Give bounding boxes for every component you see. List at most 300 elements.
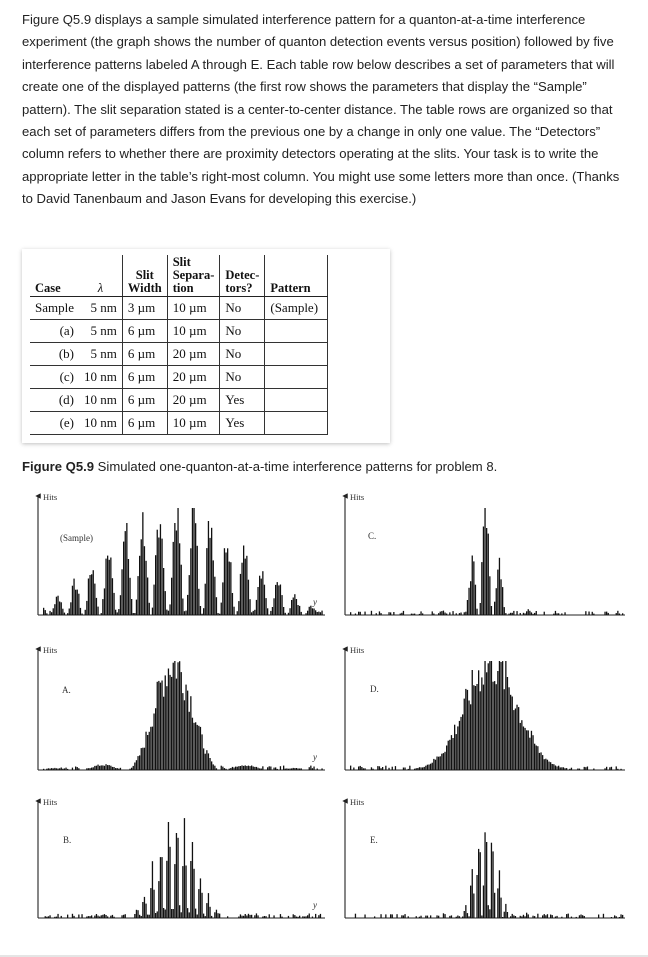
histogram-bar: [225, 769, 226, 770]
histogram-bar: [302, 916, 303, 918]
histogram-bar: [355, 914, 356, 918]
histogram-bar: [78, 594, 79, 615]
histogram-bar: [524, 916, 525, 918]
histogram-bar: [97, 607, 98, 615]
histogram-bar: [283, 607, 284, 615]
histogram-bar: [470, 886, 471, 918]
histogram-bar: [126, 523, 127, 615]
histogram-bar: [141, 916, 142, 918]
histogram-bar: [417, 768, 418, 770]
y-axis-label: Hits: [350, 492, 365, 502]
histogram-bar: [556, 613, 557, 615]
histogram-bar: [494, 681, 495, 770]
x-axis-label: y: [313, 752, 317, 762]
cell-lambda: 10 nm: [79, 412, 122, 435]
histogram-bar: [163, 697, 164, 770]
histogram-bar: [301, 768, 302, 770]
histogram-bar: [526, 730, 527, 770]
histogram-bar: [237, 611, 238, 615]
histogram-bar: [414, 614, 415, 615]
histogram-bar: [157, 682, 158, 770]
histogram-bar: [267, 767, 268, 770]
histogram-bar: [200, 727, 201, 770]
histogram-bar: [476, 684, 477, 770]
histogram-bar: [317, 769, 318, 771]
histogram-bar: [109, 765, 110, 770]
histogram-bar: [452, 738, 453, 770]
cell-separation: 10 µm: [167, 412, 220, 435]
histogram-bar: [96, 598, 97, 615]
histogram-bar: [603, 914, 604, 918]
histogram-bar: [160, 857, 161, 918]
histogram-bar: [118, 609, 119, 615]
histogram-bar: [254, 610, 255, 615]
histogram-bar: [62, 609, 63, 615]
histogram-bar: [582, 915, 583, 918]
problem-intro-text: Figure Q5.9 displays a sample simulated interference pattern for a quanton-at-a-time interference experiment (the graph shows the number of quanton detection events versus position) followed by five interference patterns labeled A through E. Each table row below describes a set of parameters that will create one of the displayed patterns (the first row shows the parameters that display the “Sample” pattern). The slit separation stated is a center-to-center distance. The table rows are organized so that each set of parameters differs from the previous one by a change in only one value. The “Detectors” column refers to whether there are proximity detectors operating at the slits. Your task is to write the appropriate letter in the table’s right-most column. You might use some letters more than once. (Thanks to David Tanenbaum and Jason Evans for developing this exercise.): [22, 12, 620, 207]
histogram-bar: [112, 767, 113, 770]
histogram-bar: [245, 559, 246, 615]
histogram-bar: [259, 768, 260, 770]
histogram-bar: [320, 612, 321, 615]
panel-label: B.: [63, 835, 72, 845]
histogram-bar: [136, 910, 137, 918]
histogram-bar: [70, 602, 71, 615]
histogram-bar: [81, 614, 82, 616]
histogram-bar: [45, 610, 46, 615]
histogram-bar: [173, 909, 174, 918]
histogram-bar: [205, 584, 206, 615]
histogram-bar: [472, 556, 473, 616]
histogram-bar: [237, 767, 238, 770]
histogram-bar: [478, 849, 479, 918]
cell-detectors: No: [220, 343, 265, 366]
histogram-bar: [537, 746, 538, 770]
histogram-bar: [117, 768, 118, 770]
histogram-bar: [73, 916, 74, 918]
histogram-bar: [285, 769, 286, 770]
histogram-bar: [273, 598, 274, 615]
histogram-bar: [436, 915, 437, 918]
histogram-bar: [499, 558, 500, 615]
histogram-bar: [88, 768, 89, 770]
histogram-bar: [321, 768, 322, 770]
histogram-bar: [129, 578, 130, 615]
histogram-bar: [358, 612, 359, 615]
histogram-bar: [181, 672, 182, 770]
histogram-bar: [420, 767, 421, 770]
histogram-bar: [107, 765, 108, 770]
histogram-bar: [617, 769, 618, 770]
histogram-bar: [160, 683, 161, 770]
histogram-bar: [363, 768, 364, 770]
histogram-bar: [227, 548, 228, 615]
histogram-bar: [315, 914, 316, 918]
histogram-bar: [158, 881, 159, 918]
histogram-bar: [604, 768, 605, 770]
histogram-bar: [72, 914, 73, 918]
histogram-bar: [264, 916, 265, 918]
histogram-bar: [296, 768, 297, 770]
histogram-bar: [464, 911, 465, 918]
histogram-bar: [515, 709, 516, 771]
histogram-bar: [486, 672, 487, 770]
histogram-bar: [497, 671, 498, 770]
histogram-bar: [598, 915, 599, 919]
histogram-bar: [240, 766, 241, 770]
histogram-bar: [419, 767, 420, 770]
histogram-bar: [205, 916, 206, 918]
histogram-bar: [85, 610, 86, 615]
histogram-bar: [497, 570, 498, 615]
histogram-bar: [296, 917, 297, 918]
histogram-bar: [315, 610, 316, 615]
header-slit-width-line2: Width: [127, 281, 162, 295]
histogram-bar: [425, 766, 426, 770]
histogram-bar: [552, 764, 553, 770]
histogram-bar: [73, 579, 74, 615]
histogram-bar: [91, 915, 92, 918]
histogram-bar: [408, 769, 409, 770]
histogram-bar: [197, 546, 198, 615]
histogram-bar: [187, 908, 188, 918]
histogram-bar: [508, 614, 509, 615]
histogram-bar: [249, 915, 250, 918]
histogram-bar: [93, 570, 94, 615]
histogram-bar: [288, 769, 289, 770]
histogram-bar: [310, 766, 311, 770]
histogram-bar: [54, 917, 55, 918]
histogram-bar: [53, 768, 54, 770]
histogram-bar: [115, 610, 116, 615]
histogram-bar: [198, 726, 199, 770]
histogram-bar: [169, 847, 170, 918]
histogram-bar: [145, 904, 146, 918]
histogram-bar: [520, 723, 521, 770]
histogram-bar: [224, 768, 225, 770]
histogram-bar: [512, 914, 513, 918]
histogram-bar: [516, 611, 517, 615]
plot-panel-c: [345, 492, 625, 615]
histogram-bar: [424, 767, 425, 770]
histogram-bar: [403, 768, 404, 771]
histogram-bar: [433, 614, 434, 616]
histogram-bar: [113, 917, 114, 918]
cell-width: 6 µm: [122, 412, 167, 435]
histogram-bar: [561, 917, 562, 918]
histogram-bar: [176, 833, 177, 918]
histogram-bar: [265, 916, 266, 918]
histogram-bar: [491, 606, 492, 615]
histogram-bar: [289, 769, 290, 771]
histogram-bar: [488, 663, 489, 770]
histogram-bar: [404, 768, 405, 771]
histogram-bar: [206, 548, 207, 615]
histogram-bar: [251, 612, 252, 615]
histogram-bar: [484, 832, 485, 918]
histogram-bar: [133, 613, 134, 615]
histogram-bar: [89, 768, 90, 770]
histogram-bar: [262, 571, 263, 615]
histogram-bar: [545, 915, 546, 918]
histogram-bar: [134, 613, 135, 615]
histogram-bar: [230, 562, 231, 615]
histogram-bar: [56, 917, 57, 918]
histogram-bar: [61, 916, 62, 918]
histogram-bar: [510, 613, 511, 615]
histogram-bar: [512, 613, 513, 615]
histogram-bar: [78, 915, 79, 919]
histogram-bar: [568, 914, 569, 918]
histogram-bar: [537, 914, 538, 918]
histogram-bar: [459, 721, 460, 770]
histogram-bar: [101, 613, 102, 615]
histogram-bar: [265, 598, 266, 615]
histogram-bar: [476, 609, 477, 615]
histogram-bar: [139, 915, 140, 918]
histogram-bar: [587, 767, 588, 771]
histogram-bar: [246, 916, 247, 919]
histogram-bar: [201, 614, 202, 615]
histogram-bar: [467, 913, 468, 918]
histogram-bar: [486, 528, 487, 615]
histogram-bar: [96, 766, 97, 770]
histogram-bar: [254, 915, 255, 918]
cell-detectors: Yes: [220, 389, 265, 412]
histogram-bar: [500, 662, 501, 770]
histogram-bar: [510, 916, 511, 918]
histogram-bar: [125, 531, 126, 615]
histogram-bar: [165, 675, 166, 770]
histogram-bar: [280, 766, 281, 770]
histogram-bar: [240, 574, 241, 615]
histogram-bar: [616, 613, 617, 615]
panel-label: D.: [370, 684, 379, 694]
cell-separation: 20 µm: [167, 343, 220, 366]
histogram-bar: [149, 915, 150, 918]
histogram-bar: [481, 562, 482, 615]
histogram-bar: [584, 767, 585, 770]
histogram-bar: [147, 915, 148, 918]
histogram-bar: [179, 905, 180, 918]
histogram-bar: [185, 685, 186, 770]
histogram-bar: [134, 763, 135, 771]
histogram-bar: [443, 753, 444, 770]
histogram-bar: [427, 916, 428, 918]
cell-case: (c): [30, 366, 79, 389]
histogram-bar: [229, 769, 230, 770]
histogram-bar: [560, 767, 561, 770]
histogram-bar: [177, 838, 178, 918]
histogram-bar: [99, 766, 100, 770]
histogram-bar: [360, 612, 361, 615]
histogram-bar: [350, 766, 351, 770]
histogram-bar: [257, 768, 258, 770]
histogram-bar: [281, 595, 282, 615]
histogram-bar: [457, 916, 458, 919]
histogram-bar: [113, 593, 114, 615]
header-det-line1: Detec-: [225, 268, 260, 282]
histogram-bar: [109, 560, 110, 615]
histogram-bar: [608, 613, 609, 615]
histogram-bar: [480, 603, 481, 615]
histogram-bar: [171, 578, 172, 615]
histogram-bar: [468, 588, 469, 615]
histogram-bar: [94, 766, 95, 770]
histogram-bar: [456, 734, 457, 770]
histogram-bar: [133, 766, 134, 770]
histogram-bar: [580, 915, 581, 919]
header-det-line2: tors?: [225, 281, 253, 295]
histogram-bar: [78, 768, 79, 770]
histogram-bar: [390, 612, 391, 615]
histogram-bar: [502, 661, 503, 770]
histogram-bar: [588, 612, 589, 616]
histogram-bar: [176, 679, 177, 770]
histogram-bar: [396, 914, 397, 918]
histogram-bar: [489, 661, 490, 770]
histogram-bar: [579, 915, 580, 918]
histogram-bar: [155, 913, 156, 918]
histogram-bar: [80, 608, 81, 615]
histogram-bar: [299, 769, 300, 771]
histogram-bar: [620, 769, 621, 770]
histogram-bar: [245, 914, 246, 918]
histogram-bar: [617, 611, 618, 615]
histogram-bar: [321, 611, 322, 615]
histogram-bar: [504, 912, 505, 918]
histogram-bar: [392, 767, 393, 770]
histogram-bar: [219, 914, 220, 918]
histogram-bar: [464, 612, 465, 615]
histogram-bar: [88, 579, 89, 616]
histogram-bar: [372, 769, 373, 770]
y-axis-label: Hits: [43, 492, 58, 502]
histogram-bar: [158, 538, 159, 616]
histogram-bar: [216, 597, 217, 615]
histogram-bar: [401, 915, 402, 918]
histogram-bar: [51, 768, 52, 770]
cell-separation: 10 µm: [167, 320, 220, 343]
histogram-bar: [529, 611, 530, 615]
histogram-bar: [89, 916, 90, 918]
histogram-bar: [441, 611, 442, 615]
histogram-bar: [440, 612, 441, 615]
histogram-bar: [238, 917, 239, 919]
histogram-bar: [296, 599, 297, 615]
histogram-bar: [558, 766, 559, 770]
cell-width: 3 µm: [122, 297, 167, 320]
histogram-bar: [419, 917, 420, 918]
histogram-bar: [45, 916, 46, 918]
histogram-bar: [528, 609, 529, 615]
histogram-bar: [214, 577, 215, 615]
histogram-bar: [492, 851, 493, 918]
histogram-bar: [157, 530, 158, 615]
histogram-bar: [460, 613, 461, 616]
histogram-bar: [269, 914, 270, 918]
histogram-bar: [294, 915, 295, 918]
histogram-bar: [181, 912, 182, 918]
histogram-bar: [232, 593, 233, 615]
histogram-bar: [94, 584, 95, 615]
histogram-bar: [505, 904, 506, 918]
histogram-bar: [459, 916, 460, 918]
histogram-bar: [61, 768, 62, 771]
histogram-bar: [121, 915, 122, 918]
panel-label: E.: [370, 835, 378, 845]
histogram-bar: [193, 869, 194, 918]
histogram-bar: [57, 596, 58, 615]
histogram-bar: [101, 915, 102, 918]
histogram-bar: [209, 538, 210, 615]
histogram-bar: [505, 661, 506, 770]
histogram-bar: [472, 670, 473, 770]
plot-panel-a: [38, 645, 325, 770]
histogram-bar: [277, 582, 278, 615]
histogram-bar: [49, 611, 50, 615]
histogram-bar: [195, 722, 196, 770]
histogram-bar: [478, 670, 479, 770]
x-axis-label: y: [313, 900, 317, 910]
histogram-bar: [192, 842, 193, 918]
histogram-bar: [473, 561, 474, 615]
histogram-bar: [312, 608, 313, 615]
histogram-bar: [409, 766, 410, 770]
histogram-bar: [395, 766, 396, 770]
cell-lambda: 10 nm: [79, 366, 122, 389]
histogram-bar: [241, 563, 242, 615]
histogram-bar: [249, 766, 250, 770]
y-axis-label: Hits: [43, 797, 58, 807]
histogram-bar: [206, 750, 207, 770]
histogram-bar: [566, 914, 567, 918]
histogram-bar: [488, 534, 489, 615]
histogram-bar: [48, 768, 49, 770]
histogram-bar: [510, 695, 511, 770]
histogram-bar: [257, 587, 258, 615]
histogram-bar: [491, 843, 492, 918]
histogram-bar: [144, 897, 145, 918]
histogram-bar: [249, 599, 250, 615]
histogram-bar: [489, 909, 490, 918]
histogram-bar: [467, 600, 468, 615]
histogram-bar: [131, 599, 132, 615]
histogram-bar: [355, 614, 356, 616]
histogram-bar: [446, 614, 447, 616]
histogram-bar: [107, 556, 108, 615]
histogram-bar: [513, 915, 514, 918]
histogram-bar: [532, 916, 533, 918]
histogram-bar: [614, 915, 615, 918]
histogram-bar: [317, 612, 318, 615]
histogram-bar: [376, 613, 377, 615]
histogram-bar: [545, 759, 546, 770]
histogram-bar: [166, 861, 167, 918]
histogram-bar: [193, 723, 194, 770]
histogram-bar: [275, 767, 276, 770]
histogram-bar: [197, 725, 198, 770]
histogram-bar: [153, 714, 154, 771]
histogram-bar: [163, 908, 164, 918]
histogram-bar: [299, 916, 300, 918]
histogram-bar: [267, 608, 268, 615]
histogram-bar: [371, 611, 372, 615]
histogram-bar: [93, 767, 94, 770]
histogram-bar: [222, 767, 223, 770]
histogram-bar: [201, 893, 202, 918]
histogram-bar: [443, 611, 444, 615]
